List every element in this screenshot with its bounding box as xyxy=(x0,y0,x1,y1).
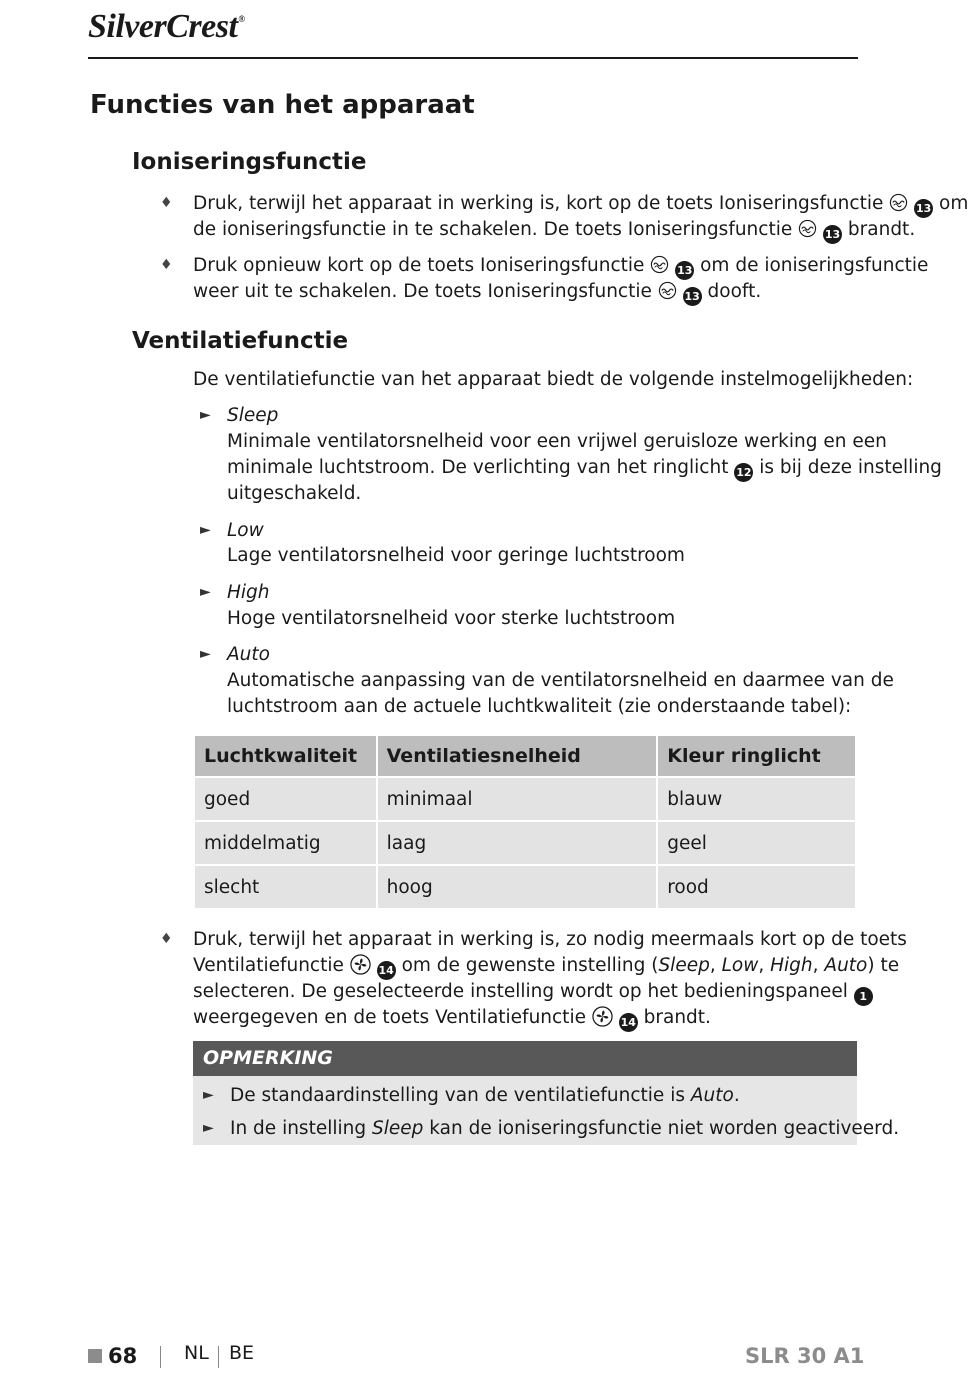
fan-bullet-line-2: Ventilatiefunctie 14 om de gewenste instelling (Sleep, Low, High, Auto) te xyxy=(193,953,899,980)
page-number: 68 xyxy=(108,1344,138,1368)
fan-bullet-line-3: selecteren. De geselecteerde instelling wordt op het bedieningspaneel 1 xyxy=(193,979,873,1006)
reference-number: 13 xyxy=(675,261,694,280)
section-heading-ventilation: Ventilatiefunctie xyxy=(132,328,349,354)
footer-divider xyxy=(218,1346,219,1368)
triangle-bullet-icon: ► xyxy=(200,646,211,662)
ion-bullet-2-line-2: weer uit te schakelen. De toets Ioniseringsfunctie 13 dooft. xyxy=(193,279,761,306)
column-header: Ventilatiesnelheid xyxy=(378,736,657,776)
triangle-bullet-icon: ► xyxy=(203,1087,214,1103)
fan-bullet-line-4: weergegeven en de toets Ventilatiefunctie 14 brandt. xyxy=(193,1005,711,1032)
sleep-desc-line-1: Minimale ventilatorsnelheid voor een vrijwel geruisloze werking en een xyxy=(227,431,887,452)
reference-number: 14 xyxy=(377,961,396,980)
model-number: SLR 30 A1 xyxy=(745,1344,865,1368)
ion-bullet-1-line-2: de ioniseringsfunctie in te schakelen. De toets Ioniseringsfunctie 13 brandt. xyxy=(193,217,915,244)
table-cell: goed xyxy=(195,778,376,820)
auto-title: Auto xyxy=(227,644,270,665)
auto-desc-line-1: Automatische aanpassing van de ventilatorsnelheid en daarmee van de xyxy=(227,670,894,691)
low-desc: Lage ventilatorsnelheid voor geringe luchtstroom xyxy=(227,545,685,566)
section-heading-ionisation: Ioniseringsfunctie xyxy=(132,149,367,175)
ion-bullet-1-line-1: Druk, terwijl het apparaat in werking is, kort op de toets Ioniseringsfunctie 13 om xyxy=(193,191,968,218)
footer-square-icon xyxy=(88,1349,102,1363)
table-cell: blauw xyxy=(658,778,855,820)
high-desc: Hoge ventilatorsnelheid voor sterke luchtstroom xyxy=(227,608,676,629)
ion-bullet-2-line-1: Druk opnieuw kort op de toets Ioniseringsfunctie 13 om de ioniseringsfunctie xyxy=(193,253,928,280)
bullet-icon: ♦ xyxy=(160,195,173,211)
ionisation-icon xyxy=(798,219,817,238)
reference-number: 12 xyxy=(734,463,753,482)
table-cell: hoog xyxy=(378,866,657,908)
table-cell: laag xyxy=(378,822,657,864)
bullet-icon: ♦ xyxy=(160,257,173,273)
table-row xyxy=(195,778,855,820)
column-header: Kleur ringlicht xyxy=(658,736,855,776)
sleep-title: Sleep xyxy=(227,405,279,426)
reference-number: 13 xyxy=(683,287,702,306)
table-header-row xyxy=(195,736,855,776)
ionisation-icon xyxy=(650,255,669,274)
sleep-desc-line-3: uitgeschakeld. xyxy=(227,483,362,504)
high-title: High xyxy=(227,582,270,603)
ionisation-icon xyxy=(889,193,908,212)
table-cell: rood xyxy=(658,866,855,908)
fan-icon xyxy=(592,1006,613,1027)
air-quality-table xyxy=(193,734,857,910)
note-item-1: De standaardinstelling van de ventilatiefunctie is Auto. xyxy=(230,1085,740,1106)
reference-number: 13 xyxy=(914,199,933,218)
triangle-bullet-icon: ► xyxy=(200,522,211,538)
column-header: Luchtkwaliteit xyxy=(195,736,376,776)
note-title: OPMERKING xyxy=(193,1041,857,1076)
language-be: BE xyxy=(229,1342,255,1364)
table-cell: geel xyxy=(658,822,855,864)
table-cell: minimaal xyxy=(378,778,657,820)
triangle-bullet-icon: ► xyxy=(200,407,211,423)
footer-divider xyxy=(160,1346,161,1368)
note-item-2: In de instelling Sleep kan de ioniseringsfunctie niet worden geactiveerd. xyxy=(230,1118,900,1139)
table-row xyxy=(195,822,855,864)
bullet-icon: ♦ xyxy=(160,931,173,947)
triangle-bullet-icon: ► xyxy=(200,584,211,600)
sleep-desc-line-2: minimale luchtstroom. De verlichting van het ringlicht 12 is bij deze instelling xyxy=(227,455,942,482)
table-row xyxy=(195,866,855,908)
reference-number: 1 xyxy=(854,987,873,1006)
reference-number: 14 xyxy=(619,1013,638,1032)
header-rule xyxy=(88,57,858,59)
brand-logo: SilverCrest® xyxy=(88,8,245,45)
low-title: Low xyxy=(227,520,264,541)
auto-desc-line-2: luchtstroom aan de actuele luchtkwaliteit (zie onderstaande tabel): xyxy=(227,696,852,717)
table-cell: slecht xyxy=(195,866,376,908)
page-title: Functies van het apparaat xyxy=(90,90,475,120)
table-cell: middelmatig xyxy=(195,822,376,864)
ionisation-icon xyxy=(658,281,677,300)
reference-number: 13 xyxy=(823,225,842,244)
language-nl: NL xyxy=(184,1342,209,1364)
triangle-bullet-icon: ► xyxy=(203,1120,214,1136)
ventilation-intro: De ventilatiefunctie van het apparaat biedt de volgende instelmogelijkheden: xyxy=(193,369,914,390)
fan-icon xyxy=(350,954,371,975)
fan-bullet-line-1: Druk, terwijl het apparaat in werking is, zo nodig meermaals kort op de toets xyxy=(193,929,907,950)
